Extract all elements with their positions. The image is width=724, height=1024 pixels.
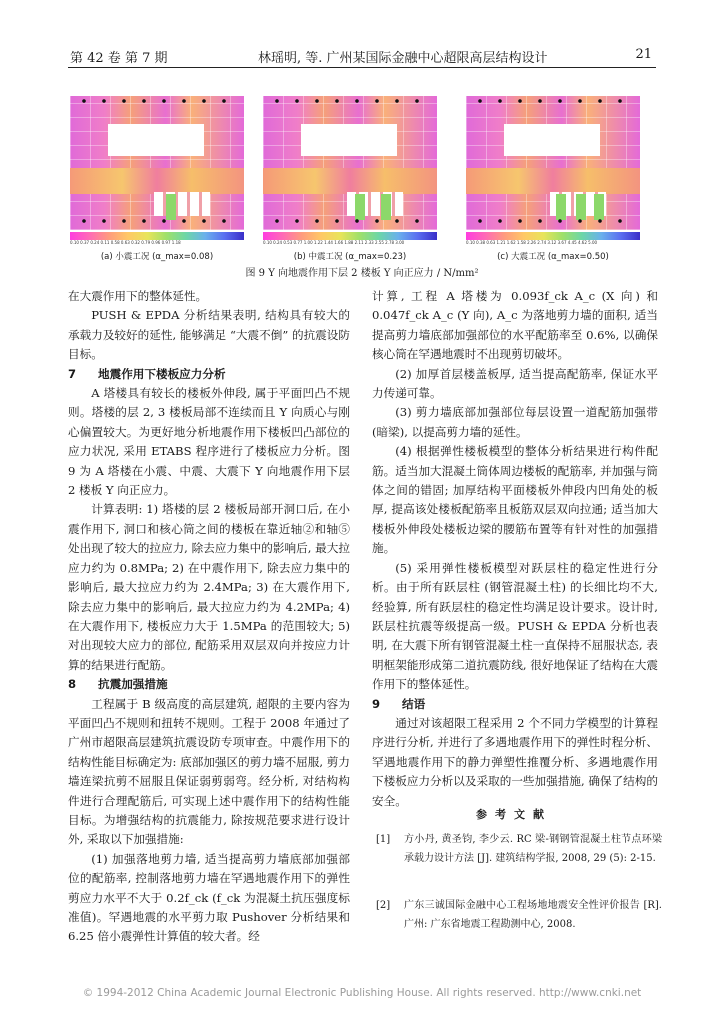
- section-8-heading: [68, 675, 350, 694]
- left-column: [68, 287, 350, 947]
- color-scale-b: [263, 232, 437, 240]
- paragraph: 计算表明: 1) 塔楼的层 2 楼板局部开洞口后, 在小震作用下, 洞口和核心筒之间的楼板在靠近轴②和轴⑤处出现了较大的拉应力, 除去应力集中的影响后, 最大拉应力约为 0.8MPa; 2) 在中震作用下, 除去应力集中的影响后, 最大拉应力约为 2.4MPa; 3) 在大震作用下, 除去应力集中的影响后, 最大拉应力约为 4.2MPa; 4) 在大震作用下, 楼板应力大于 1.5MPa 的范围较大; 5) 对出现较大应力的部位, 配筋采用双层双向并按应力计算的结果进行配筋。: [68, 502, 350, 672]
- paragraph: (1) 加强落地剪力墙, 适当提高剪力墙底部加强部位的配筋率, 控制落地剪力墙在罕遇地震作用下的弹性剪应力水平不大于 0.2f_ck (f_ck 为混凝土抗压强度标准值)。罕遇地震的水平剪力取 Pushover 分析结果和 6.25 倍小震弹性计算值的较大者。经: [68, 851, 350, 944]
- article-running-title: 林瑶明, 等. 广州某国际金融中心超限高层结构设计: [258, 51, 548, 66]
- section-title: 结语: [402, 696, 426, 711]
- running-header: [68, 47, 656, 68]
- subcaption-a: (a) 小震工况 (α_max=0.08): [100, 252, 214, 262]
- scale-ticks-c: 0.10 0.38 0.63 1.21 1.62 1.58 2.26 2.74 3.12 3.67 4.45 4.62 5.00: [466, 240, 598, 245]
- paragraph: (2) 加厚首层楼盖板厚, 适当提高配筋率, 保证水平力传递可靠。: [372, 366, 658, 401]
- paragraph: 通过对该超限工程采用 2 个不同力学模型的计算程序进行分析, 并进行了多遇地震作用下的弹性时程分析、罕遇地震作用下的静力弹塑性推覆分析、多遇地震作用下楼板应力分析以及采取的一些加强措施, 确保了结构的安全。: [372, 715, 658, 808]
- paragraph: 在大震作用下的整体延性。: [68, 289, 208, 303]
- section-title: 地震作用下楼板应力分析: [98, 366, 226, 381]
- scale-ticks-a: 0.10 0.37 0.24 0.11 0.58 0.63 0.32 0.79 0.96 0.97 1.18: [70, 240, 181, 245]
- paragraph: 工程属于 B 级高度的高层建筑, 超限的主要内容为平面凹凸不规则和扭转不规则。工程于 2008 年通过了广州市超限高层建筑抗震设防专项审查。中震作用下的结构性能目标确定为: 底部加强区的剪力墙不屈服, 剪力墙连梁抗剪不屈服且保证弱剪弱弯。经分析, 对结构构件进行合理配筋后, 可实现上述中震作用下的结构性能目标。为增强结构的抗震能力, 除按规范要求进行设计外, 采取以下加强措施:: [68, 696, 350, 847]
- subcaption-c: (c) 大震工况 (α_max=0.50): [497, 252, 609, 262]
- section-number: 7: [68, 366, 77, 381]
- stress-plot-moderate: [263, 96, 437, 230]
- scale-ticks-b: 0.10 0.24 0.53 0.77 1.00 1.22 1.44 1.66 1.88 2.11 2.33 2.55 2.78 3.00: [263, 240, 405, 245]
- subcaption-b: (b) 中震工况 (α_max=0.23): [293, 252, 407, 262]
- stress-plot-minor: [70, 96, 244, 230]
- section-title: 抗震加强措施: [98, 677, 168, 692]
- page-number: 21: [635, 47, 652, 62]
- color-scale-c: [466, 232, 640, 240]
- stress-plot-major: [466, 96, 640, 230]
- references-title: 参考文献: [476, 808, 552, 821]
- figure-caption: 图 9 Y 向地震作用下层 2 楼板 Y 向正应力 / N/mm²: [245, 268, 479, 279]
- section-7-heading: [68, 365, 350, 384]
- reference-number: [2]: [376, 900, 391, 911]
- section-number: 9: [372, 696, 381, 711]
- paragraph: A 塔楼具有较长的楼板外伸段, 属于平面凹凸不规则。塔楼的层 2, 3 楼板局部不连续而且 Y 向质心与刚心偏置较大。为更好地分析地震作用下楼板凹凸部位的应力状况, 采用 ETABS 程序进行了楼板应力分析。图 9 为 A 塔楼在小震、中震、大震下 Y 向地震作用下层 2 楼板 Y 向正应力。: [68, 386, 350, 498]
- reference-text: 广东三诚国际金融中心工程场地地震安全性评价报告 [R]. 广州: 广东省地震工程勘测中心, 2008.: [404, 900, 662, 930]
- paragraph: (3) 剪力墙底部加强部位每层设置一道配筋加强带 (暗梁), 以提高剪力墙的延性。: [372, 405, 658, 439]
- reference-text: 方小丹, 黄圣钧, 李少云. RC 梁-钢钢管混凝土柱节点环梁承载力设计方法 [J]. 建筑结构学报, 2008, 29 (5): 2-15.: [404, 834, 662, 864]
- paragraph: PUSH & EPDA 分析结果表明, 结构具有较大的承载力及较好的延性, 能够满足 “大震不倒” 的抗震设防目标。: [68, 308, 350, 362]
- paragraph: (4) 根据弹性楼板模型的整体分析结果进行构件配筋。适当加大混凝土筒体周边楼板的配筋率, 并加强与筒体之间的错固; 加厚结构平面楼板外伸段内凹角处的板厚, 提高该处楼板配筋率且板筋双层双向拉通; 适当加大楼板外伸段处楼板边梁的腰筋布置等有针对性的加强措施。: [372, 444, 658, 556]
- reference-item: [376, 896, 662, 934]
- copyright-footer: © 1994-2012 China Academic Journal Electronic Publishing House. All rights reserved. http://www.cnki.net: [82, 987, 642, 999]
- paragraph: 计算, 工程 A 塔楼为 0.093f_ck A_c (X 向) 和 0.047f_ck A_c (Y 向), A_c 为落地剪力墙的面积, 适当提高剪力墙底部加强部位的水平配筋率至 0.6%, 以确保核心筒在罕遇地震时不出现剪切破坏。: [372, 289, 658, 362]
- section-number: 8: [68, 677, 77, 692]
- journal-issue: 第 42 卷 第 7 期: [70, 51, 168, 66]
- reference-number: [1]: [376, 834, 391, 845]
- right-column: [372, 287, 658, 811]
- paragraph: (5) 采用弹性楼板模型对跃层柱的稳定性进行分析。由于所有跃层柱 (钢管混凝土柱) 的长细比均不大, 经验算, 所有跃层柱的稳定性均满足设计要求。设计时, 跃层柱抗震等级提高一级。PUSH & EPDA 分析也表明, 在大震下所有钢管混凝土柱一直保持不屈服状态, 表明框架能形成第二道抗震防线, 很好地保证了结构在大震作用下的整体延性。: [372, 560, 658, 692]
- section-9-heading: [372, 695, 658, 714]
- reference-item: [376, 830, 662, 868]
- color-scale-a: [70, 232, 244, 240]
